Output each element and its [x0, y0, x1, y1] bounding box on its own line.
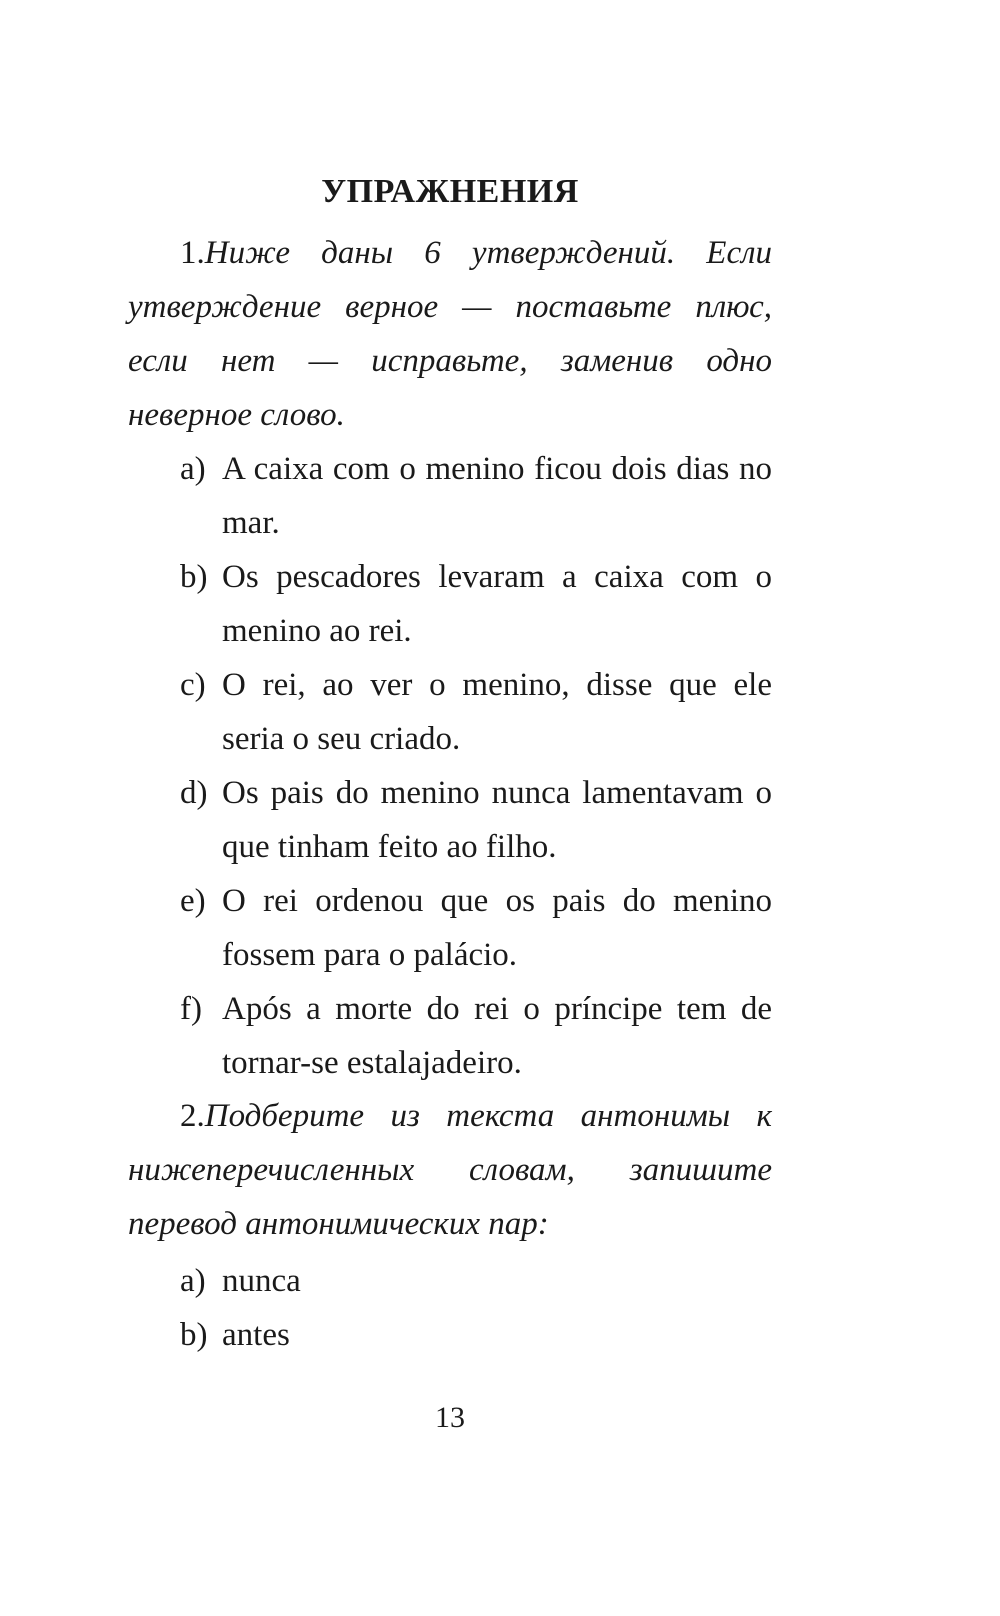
exercise-number: 2. [180, 1098, 205, 1134]
item-label: a) [180, 1263, 206, 1299]
section-heading: УПРАЖНЕНИЯ [321, 173, 579, 210]
list-item [180, 442, 772, 550]
item-label: d) [180, 775, 208, 811]
list-item [180, 658, 772, 766]
exercise-2 [128, 1089, 772, 1251]
list-item [180, 766, 772, 874]
item-text: nunca [222, 1263, 301, 1299]
item-label: b) [180, 559, 208, 595]
exercise-number: 1. [180, 235, 205, 271]
item-text: O rei, ao ver o menino, disse que ele seria o seu criado. [222, 667, 772, 757]
exercise-1 [128, 226, 772, 442]
list-item [180, 1254, 772, 1308]
item-label: b) [180, 1317, 208, 1353]
page-number: 13 [435, 1401, 465, 1434]
list-item [180, 982, 772, 1090]
item-label: a) [180, 451, 206, 487]
exercise-instruction: Ниже даны 6 утверждений. Если утверждение верное — поставьте плюс, если нет — исправьте, заменив одно неверное слово. [128, 235, 772, 433]
list-item [180, 874, 772, 982]
item-text: antes [222, 1317, 290, 1353]
exercise-2-items [180, 1254, 772, 1362]
exercise-1-items [180, 442, 772, 1090]
exercise-instruction: Подберите из текста антонимы к нижеперечисленных словам, запишите перевод антонимических пар: [128, 1098, 772, 1242]
list-item [180, 550, 772, 658]
book-page [128, 0, 772, 1616]
item-text: A caixa com o menino ficou dois dias no mar. [222, 451, 772, 541]
item-text: O rei ordenou que os pais do menino fossem para o palácio. [222, 883, 772, 973]
item-text: Os pais do menino nunca lamentavam o que tinham feito ao filho. [222, 775, 772, 865]
list-item [180, 1308, 772, 1362]
item-label: c) [180, 667, 206, 703]
item-text: Após a morte do rei o príncipe tem de tornar-se estalajadeiro. [222, 991, 772, 1081]
item-label: e) [180, 883, 206, 919]
item-label: f) [180, 991, 202, 1027]
item-text: Os pescadores levaram a caixa com o menino ao rei. [222, 559, 772, 649]
